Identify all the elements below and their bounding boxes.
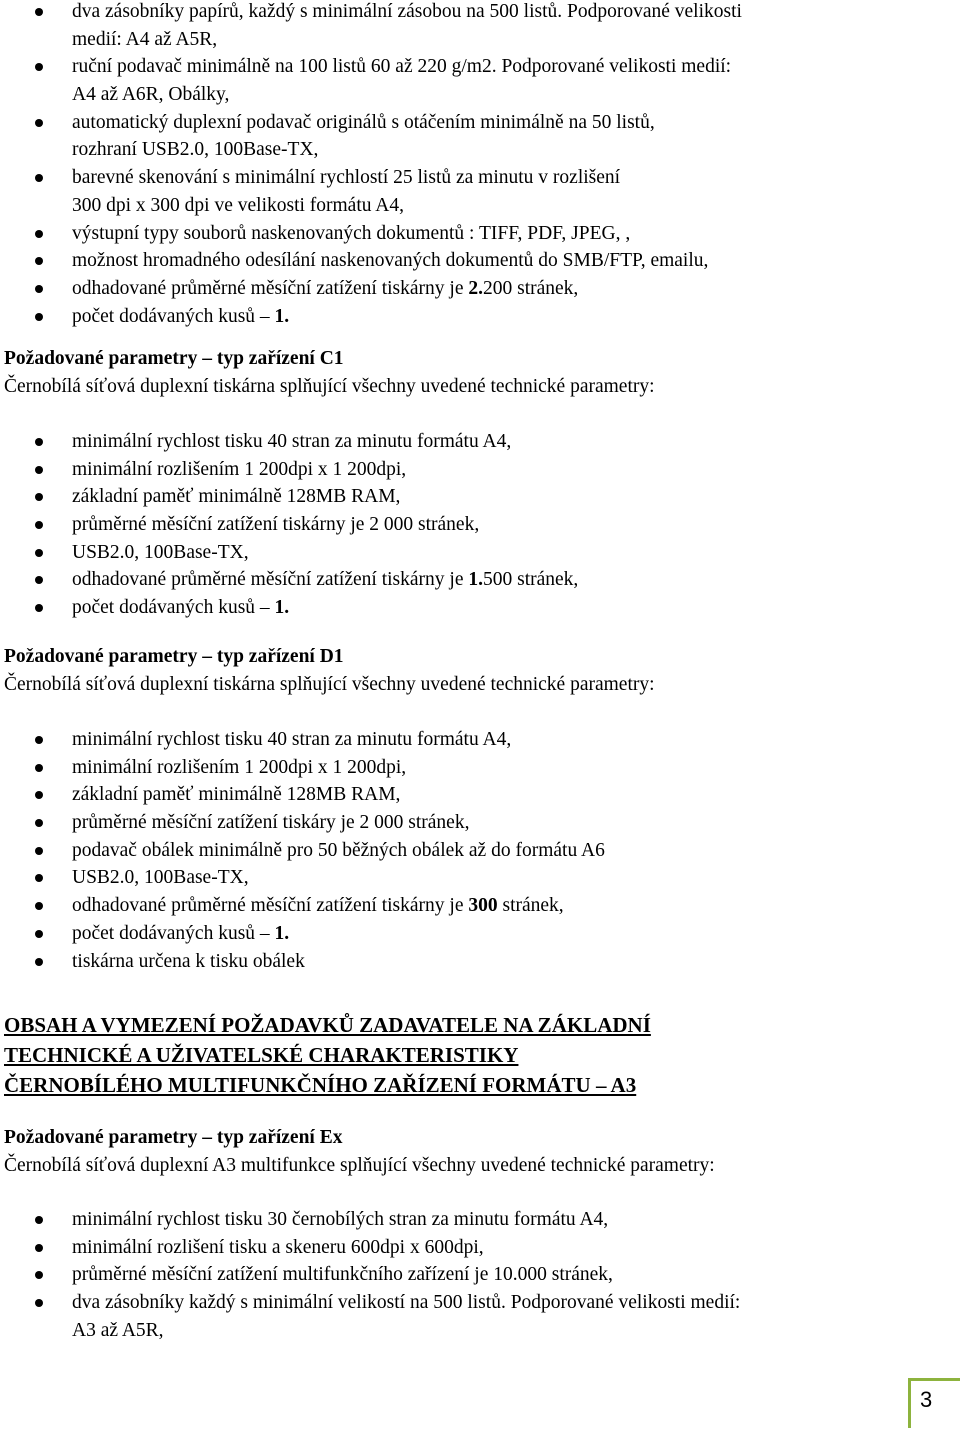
- list-item: USB2.0, 100Base-TX,: [0, 864, 950, 892]
- list-item: minimální rozlišení tisku a skeneru 600dpi x 600dpi,: [0, 1234, 950, 1262]
- list-item: automatický duplexní podavač originálů s otáčením minimálně na 50 listů,: [0, 109, 950, 137]
- main-heading-line: TECHNICKÉ A UŽIVATELSKÉ CHARAKTERISTIKY: [4, 1043, 519, 1067]
- list-item: minimální rychlost tisku 40 stran za minutu formátu A4,: [0, 726, 950, 754]
- section-ex-list: [0, 1206, 950, 1344]
- count-bold: 1.: [274, 922, 290, 944]
- section-c1-list: [0, 428, 950, 622]
- load-bold: 1.: [468, 569, 483, 591]
- count-prefix: počet dodávaných kusů –: [72, 305, 275, 327]
- section-d1-list: [0, 726, 950, 975]
- load-suffix: 200 stránek,: [482, 277, 579, 299]
- list-item: [0, 892, 950, 920]
- page-number: 3: [920, 1387, 933, 1412]
- list-item-continuation: 300 dpi x 300 dpi ve velikosti formátu A4,: [72, 194, 405, 216]
- list-item: ruční podavač minimálně na 100 listů 60 až 220 g/m2. Podporované velikosti medií:: [0, 53, 950, 81]
- list-item: možnost hromadného odesílání naskenovaných dokumentů do SMB/FTP, emailu,: [0, 247, 950, 275]
- load-bold: 2.: [468, 277, 483, 299]
- list-item-continuation: medií: A4 až A5R,: [72, 28, 218, 50]
- section-intro: Černobílá síťová duplexní tiskárna splňující všechny uvedené technické parametry:: [4, 375, 655, 397]
- list-item: výstupní typy souborů naskenovaných dokumentů : TIFF, PDF, JPEG, ,: [0, 220, 950, 248]
- list-item: průměrné měsíční zatížení tiskáry je 2 000 stránek,: [0, 809, 950, 837]
- load-prefix: odhadované průměrné měsíční zatížení tiskárny je: [72, 895, 469, 917]
- list-item: [0, 303, 950, 331]
- list-item: minimální rozlišením 1 200dpi x 1 200dpi,: [0, 456, 950, 484]
- section-intro: Černobílá síťová duplexní tiskárna splňující všechny uvedené technické parametry:: [4, 673, 655, 695]
- section-heading: Požadované parametry – typ zařízení D1: [4, 646, 344, 667]
- list-item: průměrné měsíční zatížení multifunkčního zařízení je 10.000 stránek,: [0, 1261, 950, 1289]
- page-number-border: [908, 1378, 960, 1428]
- count-bold: 1.: [274, 597, 290, 619]
- list-item: [0, 920, 950, 948]
- main-heading-line: ČERNOBÍLÉHO MULTIFUNKČNÍHO ZAŘÍZENÍ FORMÁTU – A3: [4, 1073, 637, 1097]
- main-heading-line: OBSAH A VYMEZENÍ POŽADAVKŮ ZADAVATELE NA ZÁKLADNÍ: [4, 1013, 651, 1037]
- list-item-continuation: A3 až A5R,: [72, 1319, 164, 1341]
- list-item: základní paměť minimálně 128MB RAM,: [0, 781, 950, 809]
- section-ex: [0, 1124, 950, 1179]
- load-suffix: stránek,: [497, 895, 564, 917]
- list-item: [0, 275, 950, 303]
- list-item-continuation: rozhraní USB2.0, 100Base-TX,: [72, 139, 319, 161]
- section-intro: Černobílá síťová duplexní A3 multifunkce splňující všechny uvedené technické parametry:: [4, 1154, 715, 1176]
- list-item: základní paměť minimálně 128MB RAM,: [0, 483, 950, 511]
- list-item: dva zásobníky papírů, každý s minimální zásobou na 500 listů. Podporované velikosti: [0, 0, 950, 26]
- list-item: podavač obálek minimálně pro 50 běžných obálek až do formátu A6: [0, 837, 950, 865]
- section-heading: Požadované parametry – typ zařízení C1: [4, 348, 344, 369]
- list-item: tiskárna určena k tisku obálek: [0, 948, 950, 976]
- list-item: minimální rychlost tisku 40 stran za minutu formátu A4,: [0, 428, 950, 456]
- list-item: dva zásobníky každý s minimální velikostí na 500 listů. Podporované velikosti medií:: [0, 1289, 950, 1317]
- list-item: [0, 566, 950, 594]
- section-c1: [0, 345, 950, 400]
- list-item: minimální rozlišením 1 200dpi x 1 200dpi,: [0, 754, 950, 782]
- load-prefix: odhadované průměrné měsíční zatížení tiskárny je: [72, 277, 469, 299]
- list-item: průměrné měsíční zatížení tiskárny je 2 000 stránek,: [0, 511, 950, 539]
- list-item-continuation: A4 až A6R, Obálky,: [72, 84, 230, 106]
- count-bold: 1.: [274, 305, 290, 327]
- list-item: [0, 594, 950, 622]
- list-item: minimální rychlost tisku 30 černobílých stran za minutu formátu A4,: [0, 1206, 950, 1234]
- main-heading: [0, 1010, 950, 1100]
- load-suffix: 500 stránek,: [482, 569, 579, 591]
- load-prefix: odhadované průměrné měsíční zatížení tiskárny je: [72, 569, 469, 591]
- load-bold: 300: [468, 895, 498, 917]
- count-prefix: počet dodávaných kusů –: [72, 597, 275, 619]
- section-heading: Požadované parametry – typ zařízení Ex: [4, 1127, 343, 1148]
- count-prefix: počet dodávaných kusů –: [72, 922, 275, 944]
- top-list: [0, 0, 950, 330]
- section-d1: [0, 643, 950, 698]
- list-item: barevné skenování s minimální rychlostí 25 listů za minutu v rozlišení: [0, 164, 950, 192]
- list-item: USB2.0, 100Base-TX,: [0, 539, 950, 567]
